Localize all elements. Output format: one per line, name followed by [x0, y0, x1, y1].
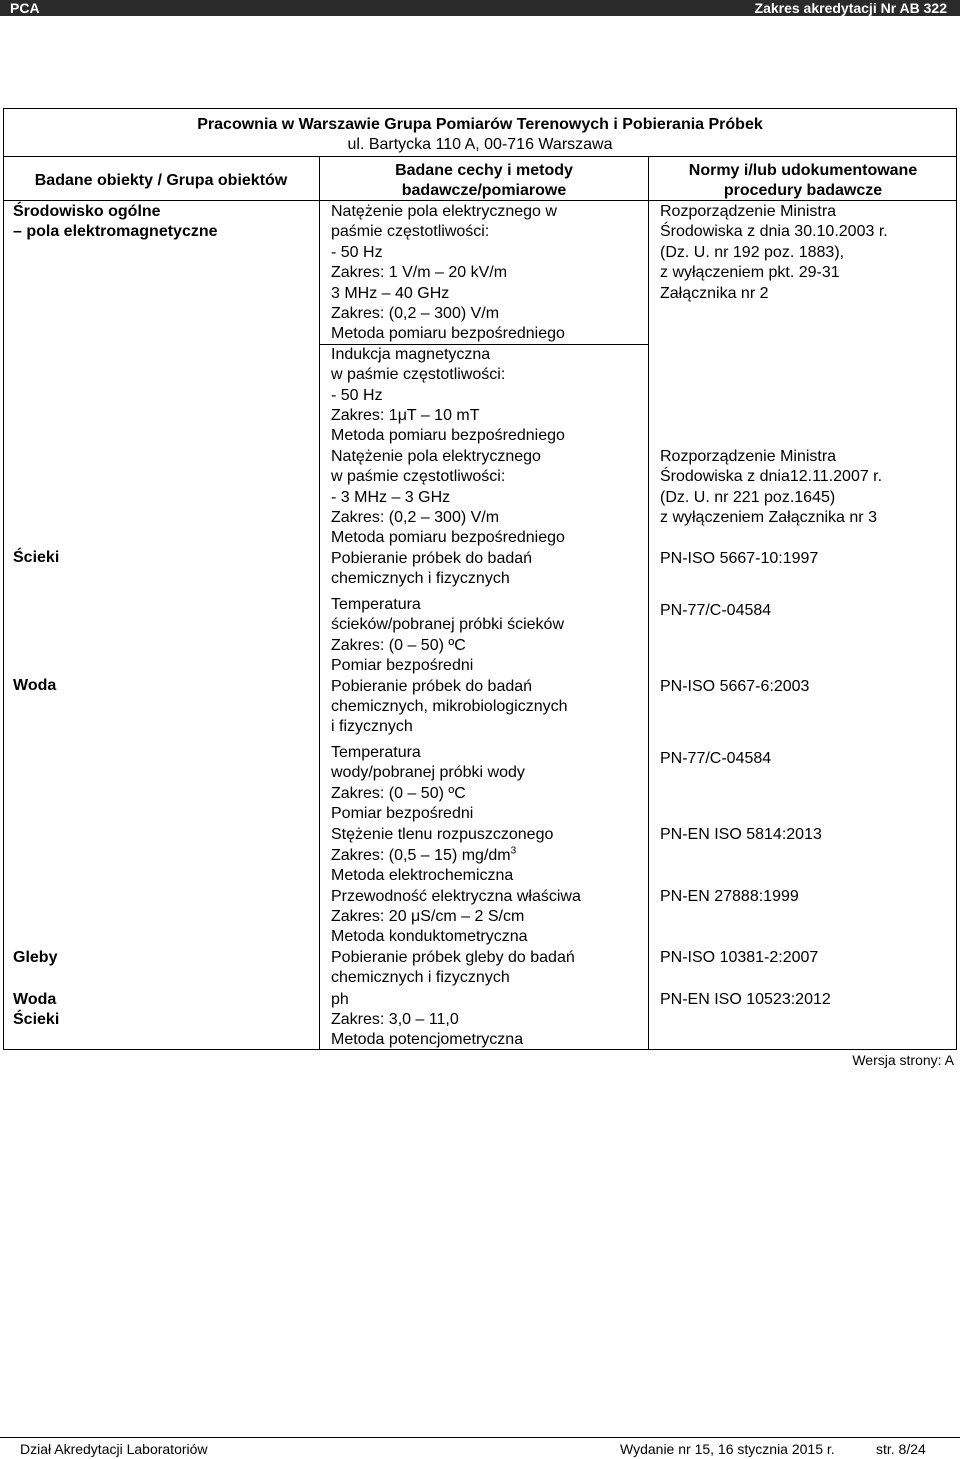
feature-e-field-2-line2: w paśmie częstotliwości: — [331, 468, 506, 485]
feature-sampling-sewage-line1: Pobieranie próbek do badań — [331, 550, 533, 567]
footer-divider — [0, 1437, 960, 1438]
feature-magnetic-line3: - 50 Hz — [331, 387, 383, 404]
object-scieki: Ścieki — [13, 549, 60, 566]
feature-e-field-line2: paśmie częstotliwości: — [331, 223, 490, 240]
feature-ph-line1: ph — [331, 991, 349, 1008]
feature-temp-water-line3: Zakres: (0 – 50) ºC — [331, 785, 466, 802]
col-header-norms-line2: procedury badawcze — [723, 182, 883, 199]
feature-e-field-line6: Zakres: (0,2 – 300) V/m — [331, 305, 500, 322]
norm-regulation-2007-line1: Rozporządzenie Ministra — [660, 448, 837, 465]
norm-regulation-2003-line2: Środowiska z dnia 30.10.2003 r. — [660, 223, 888, 240]
feature-temp-water-line1: Temperatura — [331, 744, 421, 761]
norm-iso-10381-2: PN-ISO 10381-2:2007 — [660, 949, 819, 966]
col-header-features-line1: Badane cechy i metody — [395, 162, 573, 179]
feature-temp-water-line4: Pomiar bezpośredni — [331, 805, 474, 822]
object-woda: Woda — [13, 677, 57, 694]
norm-en-iso-10523: PN-EN ISO 10523:2012 — [660, 991, 831, 1008]
header-top-line — [3, 156, 957, 157]
feature-oxygen-line2 — [331, 846, 516, 866]
feature-oxygen-line3: Metoda elektrochemiczna — [331, 867, 514, 884]
header-right: Zakres akredytacji Nr AB 322 — [754, 0, 947, 16]
column-divider-1 — [319, 156, 320, 1050]
col-header-norms-line1: Normy i/lub udokumentowane — [688, 162, 918, 179]
feature-e-field-line7: Metoda pomiaru bezpośredniego — [331, 325, 565, 342]
lab-address: ul. Bartycka 110 A, 00-716 Warszawa — [347, 136, 613, 153]
object-gleby: Gleby — [13, 949, 58, 966]
page-version: Wersja strony: A — [852, 1052, 954, 1068]
feature-ph-line3: Metoda potencjometryczna — [331, 1031, 524, 1048]
feature-e-field-2-line3: - 3 MHz – 3 GHz — [331, 489, 451, 506]
norm-regulation-2003-line4: z wyłączeniem pkt. 29-31 — [660, 264, 840, 281]
feature-sampling-sewage-line2: chemicznych i fizycznych — [331, 570, 510, 587]
footer-department: Dział Akredytacji Laboratoriów — [20, 1441, 208, 1457]
col-header-features-line2: badawcze/pomiarowe — [401, 182, 567, 199]
feature-temp-sewage-line2: ścieków/pobranej próbki ścieków — [331, 616, 564, 633]
footer-page-number: str. 8/24 — [876, 1441, 926, 1457]
header-bar — [0, 0, 960, 16]
feature-conductivity-line2: Zakres: 20 μS/cm – 2 S/cm — [331, 908, 525, 925]
feature-conductivity-line1: Przewodność elektryczna właściwa — [331, 888, 581, 905]
feature-oxygen-line1: Stężenie tlenu rozpuszczonego — [331, 826, 554, 843]
feature-temp-sewage-line4: Pomiar bezpośredni — [331, 657, 474, 674]
norm-iso-5667-6: PN-ISO 5667-6:2003 — [660, 678, 810, 695]
feature-e-field-2-line5: Metoda pomiaru bezpośredniego — [331, 529, 565, 546]
feature-e-field-line3: - 50 Hz — [331, 244, 383, 261]
feature-sampling-soil-line1: Pobieranie próbek gleby do badań — [331, 949, 575, 966]
norm-iso-5667-10: PN-ISO 5667-10:1997 — [660, 550, 819, 567]
feature-magnetic-line4: Zakres: 1μT – 10 mT — [331, 407, 480, 424]
norm-regulation-2003-line3: (Dz. U. nr 192 poz. 1883), — [660, 244, 845, 261]
header-left: PCA — [10, 0, 40, 16]
feature-temp-water-line2: wody/pobranej próbki wody — [331, 764, 525, 781]
norm-pn-77-c-04584: PN-77/C-04584 — [660, 602, 772, 619]
feature-sampling-water-line2: chemicznych, mikrobiologicznych — [331, 698, 568, 715]
norm-pn-77-c-04584-2: PN-77/C-04584 — [660, 750, 772, 767]
norm-regulation-2003-line5: Załącznika nr 2 — [660, 285, 769, 302]
norm-regulation-2003-line1: Rozporządzenie Ministra — [660, 203, 837, 220]
feature-e-field-2-line4: Zakres: (0,2 – 300) V/m — [331, 509, 500, 526]
object-env-line2: – pola elektromagnetyczne — [13, 223, 218, 240]
feature-sampling-water-line3: i fizycznych — [331, 718, 413, 735]
feature-oxygen-range: Zakres: (0,5 – 15) mg/dm — [331, 847, 511, 864]
feature-temp-sewage-line3: Zakres: (0 – 50) ºC — [331, 637, 466, 654]
footer-edition: Wydanie nr 15, 16 stycznia 2015 r. — [620, 1441, 835, 1457]
norm-en-iso-5814: PN-EN ISO 5814:2013 — [660, 826, 822, 843]
feature-magnetic-line1: Indukcja magnetyczna — [331, 346, 491, 363]
object-scieki-2: Ścieki — [13, 1011, 60, 1028]
norm-regulation-2007-line4: z wyłączeniem Załącznika nr 3 — [660, 509, 877, 526]
feature-e-field-line4: Zakres: 1 V/m – 20 kV/m — [331, 264, 508, 281]
feature-ph-line2: Zakres: 3,0 – 11,0 — [331, 1011, 459, 1028]
feature-magnetic-line2: w paśmie częstotliwości: — [331, 366, 506, 383]
object-woda-2: Woda — [13, 991, 57, 1008]
feature-e-field-2-line1: Natężenie pola elektrycznego — [331, 448, 541, 465]
feature-oxygen-unit-exponent: 3 — [510, 845, 517, 857]
feature-e-field-line5: 3 MHz – 40 GHz — [331, 285, 450, 302]
feature-sampling-water-line1: Pobieranie próbek do badań — [331, 678, 533, 695]
col-header-objects: Badane obiekty / Grupa obiektów — [34, 172, 288, 189]
norm-regulation-2007-line3: (Dz. U. nr 221 poz.1645) — [660, 489, 836, 506]
column-divider-2 — [648, 156, 649, 1050]
feature-e-field-line1: Natężenie pola elektrycznego w — [331, 203, 557, 220]
object-env-line1: Środowisko ogólne — [13, 203, 161, 220]
feature-temp-sewage-line1: Temperatura — [331, 596, 421, 613]
lab-name: Pracownia w Warszawie Grupa Pomiarów Terenowych i Pobierania Próbek — [197, 116, 763, 133]
norm-en-27888: PN-EN 27888:1999 — [660, 888, 799, 905]
feature-sampling-soil-line2: chemicznych i fizycznych — [331, 969, 510, 986]
feature-magnetic-line5: Metoda pomiaru bezpośredniego — [331, 427, 565, 444]
feature-conductivity-line3: Metoda konduktometryczna — [331, 928, 528, 945]
norm-regulation-2007-line2: Środowiska z dnia12.11.2007 r. — [660, 468, 883, 485]
